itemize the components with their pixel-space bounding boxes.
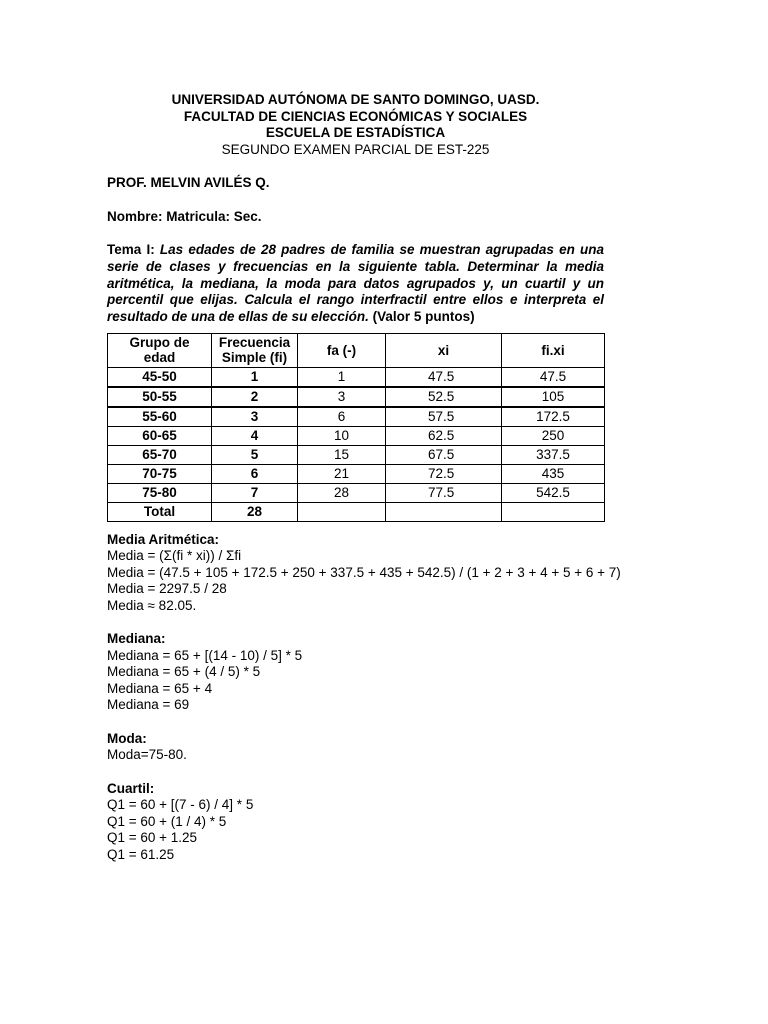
cuartil-line: Q1 = 61.25 xyxy=(107,846,175,862)
cuartil-line: Q1 = 60 + (1 / 4) * 5 xyxy=(107,813,227,829)
table-cell: 52.5 xyxy=(386,387,502,407)
table-row xyxy=(108,387,605,407)
table-cell: 62.5 xyxy=(386,426,502,445)
table-cell: 47.5 xyxy=(502,367,605,387)
column-header: fi.xi xyxy=(502,333,605,367)
table-cell: 172.5 xyxy=(502,407,605,427)
table-row xyxy=(108,464,605,483)
total-value: 28 xyxy=(212,502,298,521)
table-cell: 72.5 xyxy=(386,464,502,483)
cuartil-section xyxy=(107,781,604,864)
exam-title: SEGUNDO EXAMEN PARCIAL DE EST-225 xyxy=(221,141,490,157)
moda-title: Moda: xyxy=(107,730,147,746)
table-cell: 60-65 xyxy=(108,426,212,445)
mediana-section xyxy=(107,631,604,714)
table-cell: 250 xyxy=(502,426,605,445)
table-cell: 70-75 xyxy=(108,464,212,483)
table-cell: 435 xyxy=(502,464,605,483)
table-cell: 6 xyxy=(212,464,298,483)
table-cell: 105 xyxy=(502,387,605,407)
table-cell: 77.5 xyxy=(386,483,502,502)
table-cell: 5 xyxy=(212,445,298,464)
professor-name: PROF. MELVIN AVILÉS Q. xyxy=(107,175,270,190)
table-cell: 15 xyxy=(298,445,386,464)
mediana-line: Mediana = 69 xyxy=(107,697,190,713)
table-cell: 4 xyxy=(212,426,298,445)
table-cell: 55-60 xyxy=(108,407,212,427)
question-text: Las edades de 28 padres de familia se muestran agrupadas en una serie de clases y frecuencias en la siguiente tabla. Determinar la media aritmética, la mediana, la moda para datos agrupados y, un cuartil y un percentil que elijas. Calcula el rango interfractil entre ellos e interpreta el resultado de una de ellas de su elección. xyxy=(107,242,605,325)
exam-document xyxy=(107,92,621,863)
column-header: Grupo de edad xyxy=(108,333,212,367)
table-cell: 3 xyxy=(298,387,386,407)
table-cell xyxy=(502,502,605,521)
document-header xyxy=(107,92,604,158)
table-cell: 75-80 xyxy=(108,483,212,502)
university-name: UNIVERSIDAD AUTÓNOMA DE SANTO DOMINGO, UASD. xyxy=(171,92,540,107)
table-cell: 47.5 xyxy=(386,367,502,387)
question-value: (Valor 5 puntos) xyxy=(368,309,475,325)
faculty-name: FACULTAD DE CIENCIAS ECONÓMICAS Y SOCIALES xyxy=(183,108,528,124)
table-cell: 57.5 xyxy=(386,407,502,427)
cuartil-line: Q1 = 60 + [(7 - 6) / 4] * 5 xyxy=(107,797,254,813)
table-cell: 6 xyxy=(298,407,386,427)
table-cell xyxy=(298,502,386,521)
table-cell: 1 xyxy=(212,367,298,387)
table-row xyxy=(108,407,605,427)
media-line: Media = (47.5 + 105 + 172.5 + 250 + 337.5 + 435 + 542.5) / (1 + 2 + 3 + 4 + 5 + 6 + 7) xyxy=(107,564,621,580)
frequency-table xyxy=(107,333,605,522)
table-cell: 45-50 xyxy=(108,367,212,387)
table-cell: 337.5 xyxy=(502,445,605,464)
table-cell: 7 xyxy=(212,483,298,502)
total-label: Total xyxy=(108,502,212,521)
cuartil-line: Q1 = 60 + 1.25 xyxy=(107,830,198,846)
mediana-line: Mediana = 65 + [(14 - 10) / 5] * 5 xyxy=(107,647,303,663)
table-cell: 3 xyxy=(212,407,298,427)
table-row xyxy=(108,426,605,445)
table-cell: 67.5 xyxy=(386,445,502,464)
table-cell: 50-55 xyxy=(108,387,212,407)
column-header: fa (-) xyxy=(298,333,386,367)
column-header: xi xyxy=(386,333,502,367)
table-cell: 21 xyxy=(298,464,386,483)
table-cell: 2 xyxy=(212,387,298,407)
table-row xyxy=(108,367,605,387)
media-section xyxy=(107,531,621,615)
table-header-row xyxy=(108,333,605,367)
table-cell: 28 xyxy=(298,483,386,502)
moda-line: Moda=75-80. xyxy=(107,747,187,763)
mediana-title: Mediana: xyxy=(107,631,166,647)
question-label: Tema I: xyxy=(107,242,155,257)
media-title: Media Aritmética: xyxy=(107,531,220,547)
student-fields: Nombre: Matricula: Sec. xyxy=(107,208,262,224)
mediana-line: Mediana = 65 + 4 xyxy=(107,680,213,696)
table-total-row xyxy=(108,502,605,521)
column-header: Frecuencia Simple (fi) xyxy=(212,333,298,367)
table-row xyxy=(108,445,605,464)
school-name: ESCUELA DE ESTADÍSTICA xyxy=(265,125,446,140)
moda-section xyxy=(107,731,604,764)
table-cell: 65-70 xyxy=(108,445,212,464)
table-row xyxy=(108,483,605,502)
table-cell: 10 xyxy=(298,426,386,445)
table-cell: 542.5 xyxy=(502,483,605,502)
table-cell xyxy=(386,502,502,521)
cuartil-title: Cuartil: xyxy=(107,780,155,796)
media-line: Media = (Σ(fi * xi)) / Σfi xyxy=(107,548,242,564)
media-line: Media = 2297.5 / 28 xyxy=(107,581,227,597)
question-statement xyxy=(107,242,604,326)
media-line: Media ≈ 82.05. xyxy=(107,597,197,613)
table-cell: 1 xyxy=(298,367,386,387)
mediana-line: Mediana = 65 + (4 / 5) * 5 xyxy=(107,664,261,680)
